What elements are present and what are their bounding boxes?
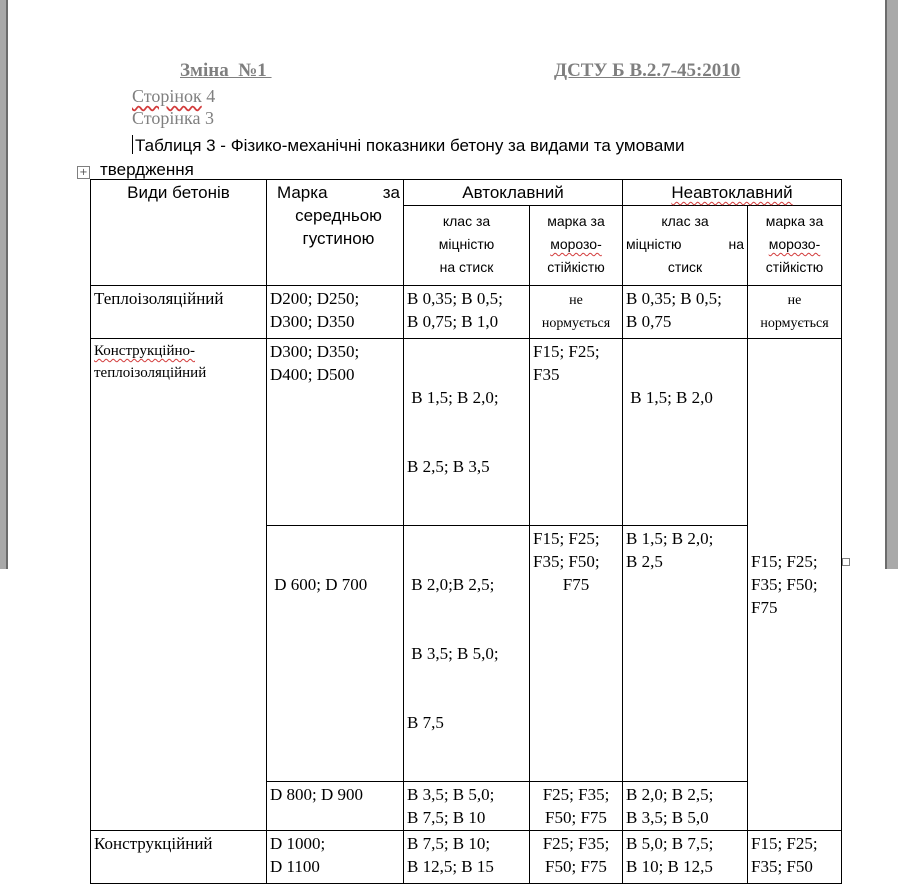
a-class-l2: В 0,75; В 1,0: [407, 312, 499, 331]
n-class-l2: В 10; В 12,5: [626, 857, 713, 876]
cell-autoclave-frost: [530, 831, 623, 884]
a-frost-l2: F35; F50;: [533, 552, 600, 571]
cell-autoclave-frost: [530, 782, 623, 831]
header-density-grade: [267, 180, 404, 286]
sub-n-frost-l2: морозо-: [768, 236, 821, 252]
cell-autoclave-class: [404, 782, 530, 831]
header-concrete-types: [91, 180, 267, 286]
sub-n-frost-l1: марка за: [765, 213, 824, 229]
a-frost-l2: нормується: [541, 316, 611, 331]
total-pages-line: [132, 86, 215, 107]
n-class-l2: В 2,5: [626, 552, 663, 571]
cell-non-autoclave-class: [623, 782, 748, 831]
header-non-autoclave: [623, 180, 842, 206]
a-frost-l2: F35: [533, 365, 560, 384]
header-grade-line1: Марка за: [277, 183, 400, 202]
table-move-handle-icon[interactable]: +: [77, 166, 90, 179]
n-frost-l2: нормується: [760, 316, 829, 331]
sub-a-class-l3: на стиск: [439, 259, 494, 275]
n-class-l1: В 1,5; В 2,0: [626, 388, 713, 407]
a-frost-l2: F50; F75: [545, 808, 607, 827]
n-frost-l1: F15; F25;: [751, 552, 818, 571]
type-heat-insulating: Теплоізоляційний: [94, 289, 224, 308]
a-class-l1: В 7,5; В 10;: [407, 834, 491, 853]
n-class-l2: В 3,5; В 5,0: [626, 808, 709, 827]
cell-non-autoclave-frost: [748, 831, 842, 884]
cell-autoclave-class: [404, 831, 530, 884]
a-frost-l1: F25; F35;: [542, 785, 610, 804]
grade-l1: D 1000;: [270, 834, 326, 853]
a-class-l2: В 2,5; В 3,5: [407, 457, 490, 476]
cell-non-autoclave-class: [623, 831, 748, 884]
table-row: [91, 339, 842, 526]
grade-l1: D200; D250;: [270, 289, 360, 308]
n-frost-l1: F15; F25;: [751, 834, 818, 853]
cell-grade: [267, 286, 404, 339]
pages-word: Сторінок: [132, 86, 202, 106]
n-class-l2: В 0,75: [626, 312, 672, 331]
a-frost-l1: F25; F35;: [542, 834, 610, 853]
cell-non-autoclave-frost: [748, 286, 842, 339]
sub-n-class-l2: міцністю на: [626, 236, 744, 252]
cell-grade: [267, 526, 404, 782]
header-autoclave-text: Автоклавний: [462, 183, 564, 202]
a-class-l1: В 1,5; В 2,0;: [407, 388, 499, 407]
header-types-text: Види бетонів: [127, 183, 230, 202]
grade: D 800; D 900: [270, 785, 364, 804]
a-class-l2: В 3,5; В 5,0;: [407, 644, 499, 663]
sub-a-class-l1: клас за: [442, 213, 491, 229]
type-structural: Конструкційний: [94, 834, 213, 853]
concrete-properties-table[interactable]: [90, 179, 842, 884]
cell-non-autoclave-class: [623, 286, 748, 339]
grade: D 600; D 700: [270, 575, 368, 594]
standard-code-heading: ДСТУ Б В.2.7-45:2010: [554, 60, 741, 81]
cell-autoclave-class: [404, 526, 530, 782]
a-frost-l1: F15; F25;: [533, 529, 600, 548]
cell-autoclave-frost: [530, 526, 623, 782]
a-frost-l1: не: [569, 293, 583, 308]
subheader-autoclave-class: [404, 206, 530, 286]
a-class-l2: В 12,5; В 15: [407, 857, 494, 876]
header-autoclave: [404, 180, 623, 206]
header-grade-line2: середньою: [295, 206, 382, 225]
table-resize-handle[interactable]: [842, 558, 850, 566]
a-frost-l3: F75: [562, 575, 590, 594]
n-class-l1: В 2,0; В 2,5;: [626, 785, 714, 804]
cell-non-autoclave-class: [623, 526, 748, 782]
sub-a-class-l2: міцністю: [438, 236, 495, 252]
grade-l2: D400; D500: [270, 365, 355, 384]
subheader-autoclave-frost: [530, 206, 623, 286]
sub-n-class-l3: стиск: [667, 259, 703, 275]
cell-grade: [267, 339, 404, 526]
page-edge-right: [885, 0, 898, 569]
cell-type-heat-insulating: [91, 286, 267, 339]
a-frost-l2: F50; F75: [545, 857, 607, 876]
grade-l1: D300; D350;: [270, 342, 360, 361]
a-class-l1: В 0,35; В 0,5;: [407, 289, 503, 308]
caption-line-2: твердження: [100, 160, 194, 179]
cell-type-structural: [91, 831, 267, 884]
cell-grade: [267, 782, 404, 831]
caption-line-1: Таблиця 3 - Фізико-механічні показники бетону за видами та умовами: [135, 136, 685, 155]
a-class-l1: В 2,0;В 2,5;: [407, 575, 495, 594]
cell-type-structural-insulating: [91, 339, 267, 831]
cell-non-autoclave-frost: [748, 339, 842, 831]
n-frost-l1: не: [787, 293, 802, 308]
cell-autoclave-class: [404, 286, 530, 339]
header-non-autoclave-text: Неавтоклавний: [671, 183, 793, 202]
table-row: [91, 286, 842, 339]
sub-n-frost-l3: стійкістю: [765, 259, 824, 275]
sub-a-frost-l2: морозо-: [550, 236, 602, 252]
n-class-l1: В 1,5; В 2,0;: [626, 529, 714, 548]
header-grade-line3: густиною: [302, 229, 375, 248]
sub-n-class-l1: клас за: [661, 213, 709, 229]
a-frost-l1: F15; F25;: [533, 342, 600, 361]
type-structural-insulating-l2: теплоізоляційний: [94, 365, 207, 381]
sub-a-frost-l1: марка за: [547, 213, 605, 229]
n-frost-l2: F35; F50;: [751, 575, 818, 594]
table-caption[interactable]: [100, 134, 832, 182]
a-class-l3: В 7,5: [407, 713, 444, 732]
cell-autoclave-class: [404, 339, 530, 526]
current-page-line: Сторінка 3: [132, 108, 214, 128]
a-class-l2: В 7,5; В 10: [407, 808, 486, 827]
cell-autoclave-frost: [530, 339, 623, 526]
subheader-non-autoclave-frost: [748, 206, 842, 286]
n-class-l1: В 5,0; В 7,5;: [626, 834, 714, 853]
sub-a-frost-l3: стійкістю: [547, 259, 605, 275]
table-row: [91, 831, 842, 884]
cell-non-autoclave-class: [623, 339, 748, 526]
cell-autoclave-frost: [530, 286, 623, 339]
table-header-row: [91, 180, 842, 206]
grade-l2: D300; D350: [270, 312, 355, 331]
grade-l2: D 1100: [270, 857, 320, 876]
cell-grade: [267, 831, 404, 884]
pages-count: 4: [206, 86, 216, 106]
type-structural-insulating-l1: Конструкційно-: [94, 343, 196, 359]
change-number-heading: Зміна №1: [180, 60, 272, 81]
n-frost-l2: F35; F50: [751, 857, 813, 876]
n-class-l1: В 0,35; В 0,5;: [626, 289, 722, 308]
subheader-non-autoclave-class: [623, 206, 748, 286]
a-class-l1: В 3,5; В 5,0;: [407, 785, 495, 804]
page-edge-left: [0, 0, 8, 569]
n-frost-l3: F75: [751, 598, 778, 617]
